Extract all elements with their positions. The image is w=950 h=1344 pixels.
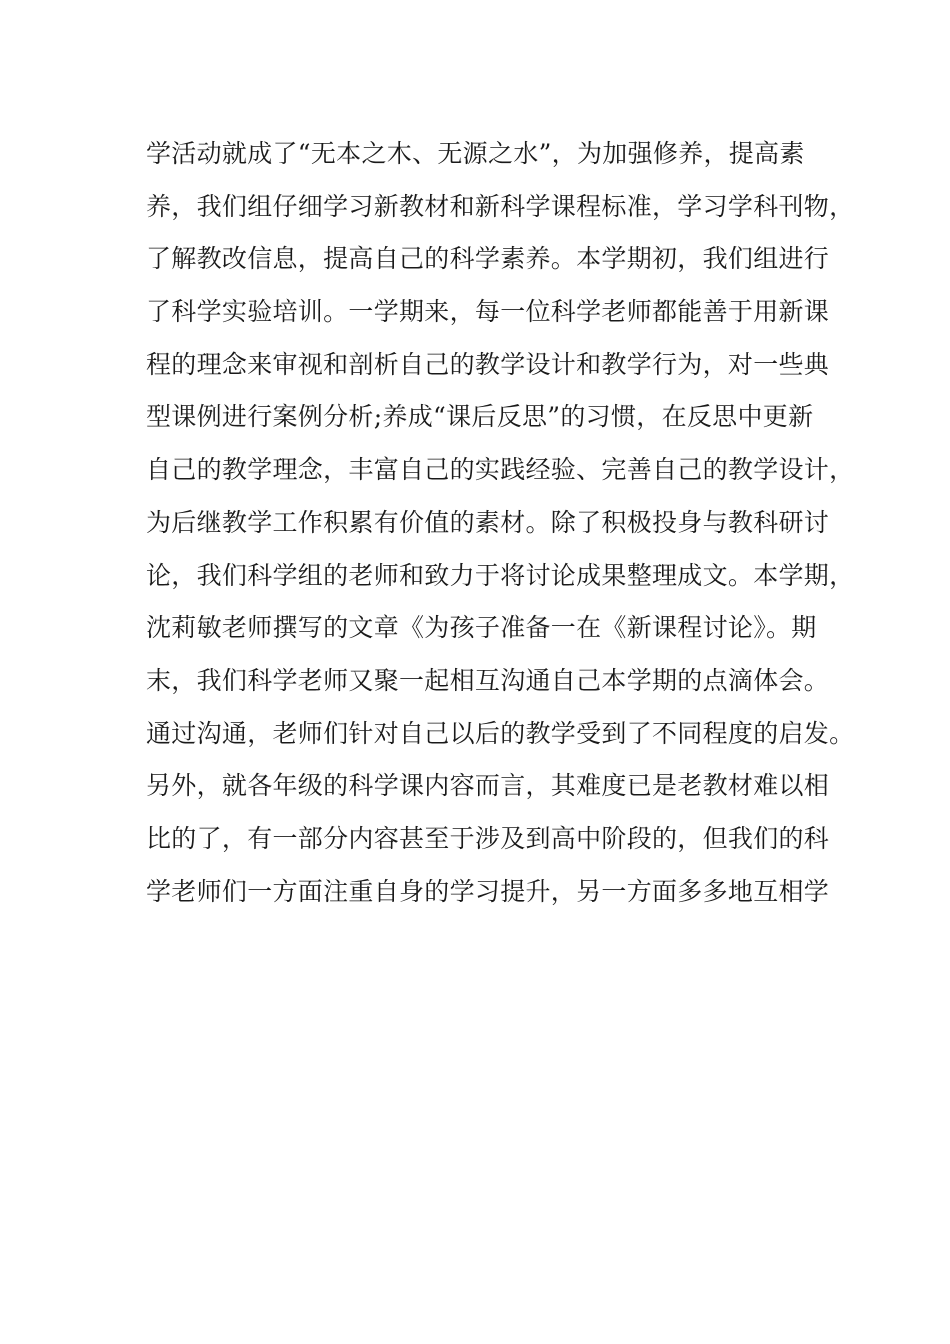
text-line: 论，我们科学组的老师和致力于将讨论成果整理成文。本学期， (146, 560, 855, 590)
text-line: 了解教改信息，提高自己的科学素养。本学期初，我们组进行 (146, 244, 830, 274)
text-line: 养，我们组仔细学习新教材和新科学课程标准，学习学科刊物， (146, 191, 855, 221)
body-text (146, 128, 855, 918)
text-line: 沈莉敏老师撰写的文章《为孩子准备一在《新课程讨论》。期 (146, 613, 817, 643)
text-line: 为后继教学工作积累有价值的素材。除了积极投身与教科研讨 (146, 507, 830, 537)
text-line: 程的理念来审视和剖析自己的教学设计和教学行为，对一些典 (146, 349, 830, 379)
text-line: 另外，就各年级的科学课内容而言，其难度已是老教材难以相 (146, 771, 830, 801)
text-line: 学活动就成了“无本之木、无源之水”，为加强修养，提高素 (146, 139, 805, 168)
text-line: 比的了，有一部分内容甚至于涉及到高中阶段的，但我们的科 (146, 823, 830, 853)
text-line: 末，我们科学老师又聚一起相互沟通自己本学期的点滴体会。 (146, 665, 830, 695)
text-line: 自己的教学理念，丰富自己的实践经验、完善自己的教学设计， (146, 455, 855, 485)
text-line: 通过沟通，老师们针对自己以后的教学受到了不同程度的启发。 (146, 718, 855, 748)
text-line: 型课例进行案例分析;养成“课后反思”的习惯，在反思中更新 (146, 402, 814, 432)
text-line: 了科学实验培训。一学期来，每一位科学老师都能善于用新课 (146, 297, 830, 327)
text-line: 学老师们一方面注重自身的学习提升，另一方面多多地互相学 (146, 876, 830, 906)
